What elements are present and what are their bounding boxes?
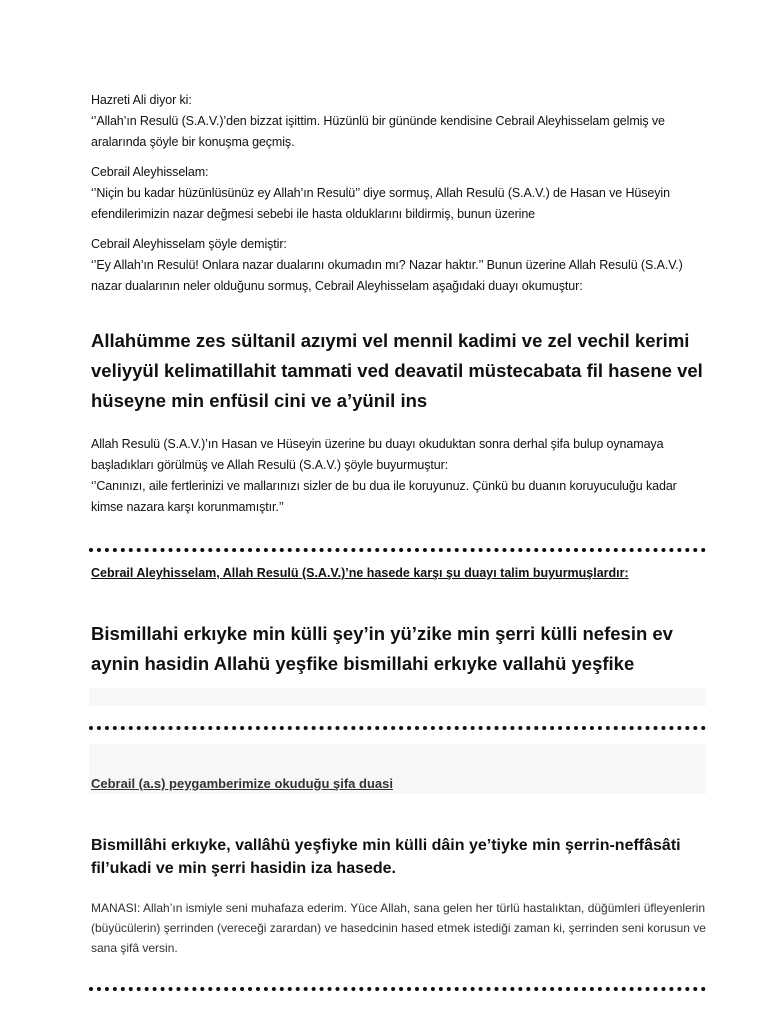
dua-1	[91, 326, 706, 416]
dua-3-text: Bismillâhi erkıyke, vallâhü yeşfiyke min külli dâin ye’tiyke min şerrin-neffâsâti fil’ukadi ve min şerri hasidin iza hasede.	[91, 837, 681, 877]
dua-3	[91, 834, 706, 880]
meaning-text: MANASI: Allah’ın ismiyle seni muhafaza ederim. Yüce Allah, sana gelen her türlü hastalıktan, düğümleri üfleyenlerin (büyücülerin) şerrinden (vereceği zarardan) ve hasedcinin hased etmek istediği zaman ki, şerrinden seni korusun ve sana şifâ versin.	[91, 901, 706, 955]
outcome-line-1: Allah Resulü (S.A.V.)’ın Hasan ve Hüseyin üzerine bu duayı okuduktan sonra derhal şifa bulup oynamaya başladıkları görülmüş ve Allah Resulü (S.A.V.) şöyle buyurmuştur:	[91, 437, 664, 472]
meaning-block	[91, 898, 706, 958]
dua-1-text: Allahümme zes sültanil azıymi vel mennil kadimi ve zel vechil kerimi veliyyül kelimatillahit tammati ved deavatil müstecabata fil hasene vel hüseyne min enfüsil cini ve a’yünil ins	[91, 330, 703, 411]
dua-2	[91, 619, 706, 679]
outcome-block	[91, 434, 706, 518]
gabriel-question: ‘’Niçin bu kadar hüzünlüsünüz ey Allah’ın Resulü’’ diye sormuş, Allah Resulü (S.A.V.) de Hasan ve Hüseyin efendilerimizin nazar değmesi sebebi ile hasta olduklarını bildirmiş, bunun üzerine	[91, 186, 670, 221]
gabriel-question-block	[91, 162, 706, 225]
hased-heading: Cebrail Aleyhisselam, Allah Resulü (S.A.V.)’ne hasede karşı şu duayı talim buyurmuşlardır:	[91, 566, 629, 580]
grey-band-1	[89, 688, 706, 706]
gabriel-answer: ‘’Ey Allah’ın Resulü! Onlara nazar dualarını okumadın mı? Nazar haktır.’’ Bunun üzerine Allah Resulü (S.A.V.) nazar dualarının neler olduğunu sormuş, Cebrail Aleyhisselam aşağıdaki duayı okumuştur:	[91, 258, 683, 293]
outcome-line-2: ‘’Canınızı, aile fertlerinizi ve mallarınızı sizler de bu dua ile koruyunuz. Çünkü bu duanın koruyuculuğu kadar kimse nazara karşı korunmamıştır.’’	[91, 479, 677, 514]
intro-block	[91, 90, 706, 153]
dotted-divider-3	[89, 987, 706, 991]
dotted-divider-2	[89, 726, 706, 730]
gabriel-answer-block	[91, 234, 706, 297]
dua-2-text: Bismillahi erkıyke min külli şey’in yü’zike min şerri külli nefesin ev aynin hasidin Allahü yeşfike bismillahi erkıyke vallahü yeşfike	[91, 623, 673, 674]
sifa-heading: Cebrail (a.s) peygamberimize okuduğu şifa duasi	[91, 776, 393, 791]
gabriel-said-label: Cebrail Aleyhisselam şöyle demiştir:	[91, 237, 287, 251]
gabriel-label: Cebrail Aleyhisselam:	[91, 165, 209, 179]
intro-line-1: Hazreti Ali diyor ki:	[91, 93, 192, 107]
dotted-divider-1	[89, 548, 706, 552]
intro-line-2: ‘’Allah’ın Resulü (S.A.V.)’den bizzat işittim. Hüzünlü bir gününde kendisine Cebrail Aleyhisselam gelmiş ve aralarında şöyle bir konuşma geçmiş.	[91, 114, 665, 149]
